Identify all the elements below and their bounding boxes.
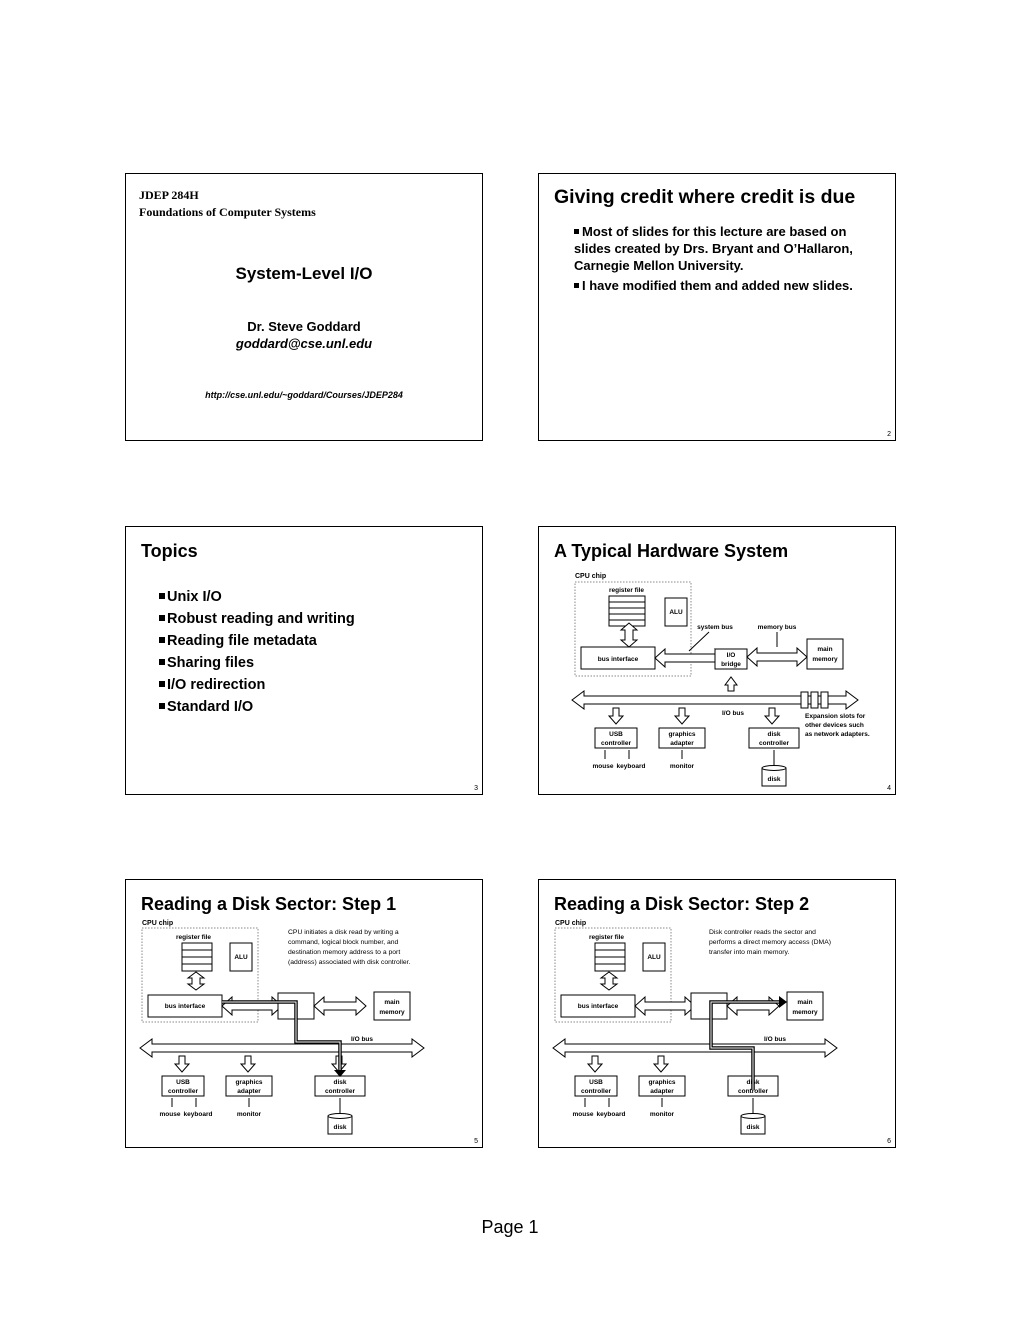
mouse-label: mouse	[592, 763, 614, 770]
io-bus-arrow	[553, 1039, 837, 1057]
slide-5	[125, 879, 483, 1148]
slide-title: Topics	[141, 541, 198, 561]
topic-item: I/O redirection	[159, 674, 459, 696]
disk-ctrl-label-2: controller	[738, 1088, 768, 1095]
bullet-square-icon	[159, 637, 165, 643]
cpu-internal-arrow	[601, 972, 617, 990]
disk-ctrl-label-2: controller	[325, 1088, 355, 1095]
graphics-arrow	[675, 708, 689, 724]
bullet-square-icon	[159, 593, 165, 599]
bullet-square-icon	[574, 283, 579, 288]
graphics-arrow	[241, 1056, 255, 1072]
slide-3	[125, 526, 483, 795]
io-bus-arrow	[140, 1039, 424, 1057]
course-title: Foundations of Computer Systems	[139, 205, 316, 219]
topic-item: Sharing files	[159, 652, 459, 674]
cpu-internal-arrow	[621, 623, 637, 647]
io-bridge-label-1: I/O	[726, 652, 736, 659]
main-memory-label-1: main	[384, 999, 400, 1006]
mouse-label: mouse	[572, 1111, 594, 1118]
author-name: Dr. Steve Goddard	[247, 319, 361, 334]
disk-read-step2-diagram	[539, 880, 895, 1147]
graphics-label-2: adapter	[650, 1088, 674, 1095]
memory-bus-arrow	[314, 997, 366, 1015]
disk-ctrl-label-1: disk	[746, 1079, 760, 1086]
note-line-3: transfer into main memory.	[709, 949, 790, 956]
course-url: http://cse.unl.edu/~goddard/Courses/JDEP284	[205, 390, 403, 400]
main-memory-label-2: memory	[812, 656, 838, 663]
cpu-internal-arrow	[188, 972, 204, 990]
io-bridge-label-2: bridge	[721, 661, 741, 668]
slide-title: A Typical Hardware System	[554, 541, 789, 561]
dma-path-arrowhead	[779, 996, 787, 1008]
disk-read-step1-diagram	[126, 880, 482, 1147]
slide-number: 2	[887, 431, 891, 438]
register-file	[595, 943, 625, 971]
slide-number: 6	[887, 1138, 891, 1145]
note-line-1: Disk controller reads the sector and	[709, 929, 816, 936]
topic-item: Reading file metadata	[159, 630, 459, 652]
disk-ctrl-label-1: disk	[767, 731, 781, 738]
alu-label: ALU	[647, 954, 661, 961]
course-code: JDEP 284H	[139, 188, 199, 202]
hardware-diagram	[539, 527, 895, 794]
note-line-2: performs a direct memory access (DMA)	[709, 939, 831, 946]
disk-ctrl-arrow	[765, 708, 779, 724]
cpu-chip-label: CPU chip	[555, 920, 587, 927]
monitor-label: monitor	[669, 763, 695, 770]
credit-bullet: I have modified them and added new slides.	[574, 277, 874, 294]
graphics-label-1: graphics	[235, 1079, 263, 1086]
note-line-3: destination memory address to a port	[288, 949, 401, 956]
topic-item: Unix I/O	[159, 586, 459, 608]
usb-arrow	[588, 1056, 602, 1072]
expansion-slots	[801, 692, 828, 708]
io-bridge-box	[691, 993, 727, 1019]
disk-ctrl-label-1: disk	[333, 1079, 347, 1086]
slide-6	[538, 879, 896, 1148]
credit-bullet: Most of slides for this lecture are based on slides created by Drs. Bryant and O’Hallaron, Carnegie Mellon University.	[574, 224, 853, 273]
monitor-label: monitor	[649, 1111, 675, 1118]
expansion-note-line-2: other devices such	[805, 722, 864, 729]
memory-bus-arrow	[727, 997, 779, 1015]
io-bus-label: I/O bus	[721, 710, 745, 717]
slide-number: 3	[474, 785, 478, 792]
slide-title: Giving credit where credit is due	[554, 186, 856, 208]
bullet-square-icon	[159, 703, 165, 709]
main-memory-label-1: main	[797, 999, 813, 1006]
page-number-footer: Page 1	[481, 1217, 539, 1237]
memory-bus-label: memory bus	[757, 624, 797, 631]
bus-interface-label: bus interface	[577, 1003, 619, 1010]
disk-ctrl-label-2: controller	[759, 740, 789, 747]
bullet-square-icon	[159, 681, 165, 687]
usb-arrow	[175, 1056, 189, 1072]
alu-label: ALU	[234, 954, 248, 961]
topic-item: Standard I/O	[159, 696, 459, 718]
topics-list	[159, 586, 459, 718]
usb-label-2: controller	[601, 740, 631, 747]
graphics-label-1: graphics	[648, 1079, 676, 1086]
main-memory-box	[807, 639, 843, 669]
monitor-label: monitor	[236, 1111, 262, 1118]
cpu-chip-label: CPU chip	[142, 920, 174, 927]
usb-arrow	[609, 708, 623, 724]
register-file	[182, 943, 212, 971]
system-bus-arrow	[635, 997, 695, 1015]
system-bus-label: system bus	[697, 624, 733, 631]
register-file	[609, 596, 645, 626]
author-email: goddard@cse.unl.edu	[235, 336, 373, 351]
register-file-label: register file	[589, 934, 625, 941]
note-line-1: CPU initiates a disk read by writing a	[288, 929, 399, 936]
disk-label: disk	[746, 1124, 760, 1131]
usb-label-2: controller	[581, 1088, 611, 1095]
graphics-label-2: adapter	[237, 1088, 261, 1095]
usb-label-1: USB	[176, 1079, 190, 1086]
slide-1	[125, 173, 483, 441]
memory-bus-arrow	[747, 648, 807, 666]
bus-interface-label: bus interface	[597, 656, 639, 663]
bullet-square-icon	[159, 615, 165, 621]
expansion-note-line-3: as network adapters.	[805, 731, 870, 738]
main-memory-label-1: main	[817, 646, 833, 653]
slide-4	[538, 526, 896, 795]
main-memory-label-2: memory	[379, 1009, 405, 1016]
disk-label: disk	[767, 776, 781, 783]
slide-2	[538, 173, 896, 441]
slide-title: System-Level I/O	[235, 264, 373, 283]
bullet-square-icon	[574, 229, 579, 234]
slide-number: 4	[887, 785, 891, 792]
expansion-note-line-1: Expansion slots for	[805, 713, 866, 720]
main-memory-label-2: memory	[792, 1009, 818, 1016]
note-line-2: command, logical block number, and	[288, 939, 399, 946]
io-bus-label: I/O bus	[350, 1036, 374, 1043]
bullet-square-icon	[159, 659, 165, 665]
graphics-label-2: adapter	[670, 740, 694, 747]
graphics-label-1: graphics	[668, 731, 696, 738]
note-line-4: (address) associated with disk controller.	[288, 959, 411, 966]
usb-label-2: controller	[168, 1088, 198, 1095]
keyboard-label: keyboard	[616, 763, 646, 770]
slide-number: 5	[474, 1138, 478, 1145]
usb-label-1: USB	[589, 1079, 603, 1086]
register-file-label: register file	[609, 587, 645, 594]
disk-label: disk	[333, 1124, 347, 1131]
slide-title: Reading a Disk Sector: Step 2	[554, 894, 810, 914]
keyboard-label: keyboard	[596, 1111, 626, 1118]
io-bus-label: I/O bus	[763, 1036, 787, 1043]
system-bus-arrow	[222, 997, 282, 1015]
cpu-chip-label: CPU chip	[575, 573, 607, 580]
alu-label: ALU	[669, 609, 683, 616]
register-file-label: register file	[176, 934, 212, 941]
bridge-to-io-bus-arrow	[725, 677, 737, 691]
usb-label-1: USB	[609, 731, 623, 738]
topic-item: Robust reading and writing	[159, 608, 459, 630]
keyboard-label: keyboard	[183, 1111, 213, 1118]
slide-title: Reading a Disk Sector: Step 1	[141, 894, 397, 914]
mouse-label: mouse	[159, 1111, 181, 1118]
graphics-arrow	[654, 1056, 668, 1072]
bus-interface-label: bus interface	[164, 1003, 206, 1010]
